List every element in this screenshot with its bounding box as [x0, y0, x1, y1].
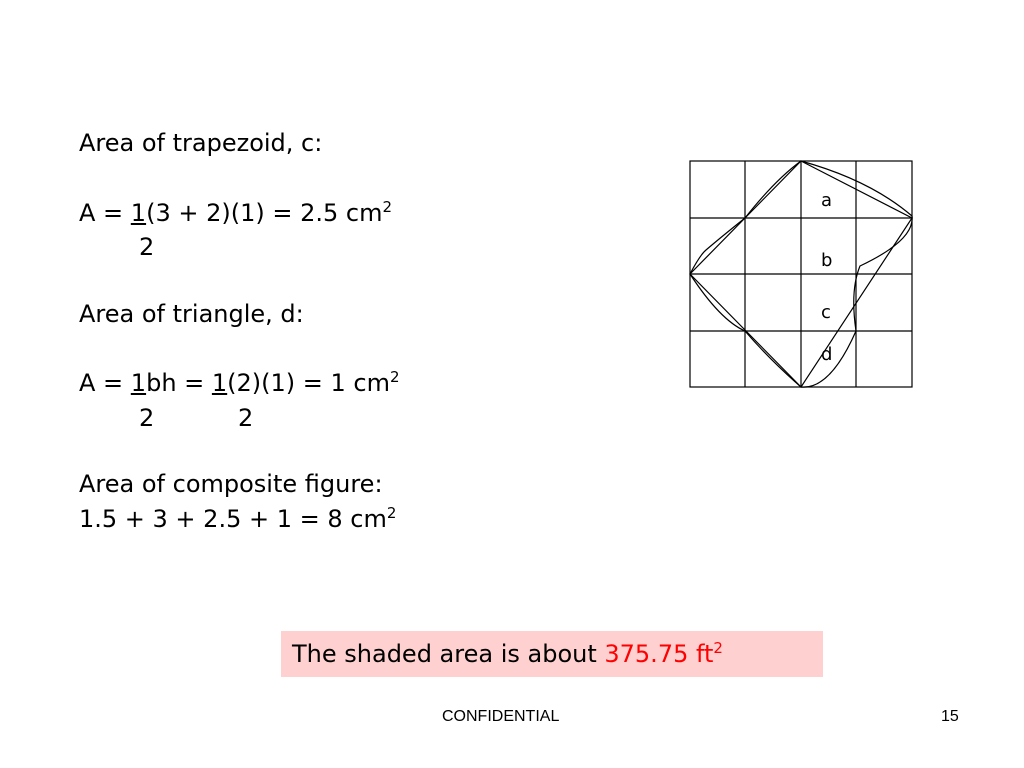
- triangle-eq-rest: (2)(1) = 1 cm: [227, 369, 391, 397]
- triangle-fraction2-denominator: 2: [238, 404, 254, 432]
- region-label-d: d: [821, 344, 833, 365]
- grid-figure: [684, 156, 920, 396]
- triangle-fraction2-numerator: 1: [211, 369, 228, 397]
- region-label-b: b: [821, 250, 833, 271]
- callout-text: The shaded area is about: [292, 640, 605, 668]
- trapezoid-equation: [79, 199, 392, 227]
- trapezoid-heading: Area of trapezoid, c:: [79, 129, 323, 157]
- grid-lines: [690, 161, 912, 387]
- shaded-area-callout: [281, 631, 823, 677]
- region-label-c: c: [821, 302, 831, 323]
- trapezoid-exponent: 2: [382, 198, 392, 216]
- triangle-heading: Area of triangle, d:: [79, 300, 304, 328]
- triangle-mid: bh =: [146, 369, 212, 397]
- triangle-equation: [79, 369, 400, 397]
- triangle-exponent: 2: [390, 368, 400, 386]
- trapezoid-eq-rest: (3 + 2)(1) = 2.5 cm: [146, 199, 383, 227]
- composite-heading: Area of composite figure:: [79, 470, 383, 498]
- triangle-fraction1-denominator: 2: [139, 404, 155, 432]
- footer-confidential: CONFIDENTIAL: [442, 708, 560, 725]
- trapezoid-fraction-numerator: 1: [130, 199, 147, 227]
- page-number: 15: [941, 708, 959, 725]
- trapezoid-fraction-denominator: 2: [139, 233, 155, 261]
- composite-sum: [79, 505, 396, 533]
- callout-value-text: 375.75 ft: [604, 640, 714, 668]
- triangle-eq-prefix: A =: [79, 369, 131, 397]
- triangle-fraction1-numerator: 1: [130, 369, 147, 397]
- composite-sum-text: 1.5 + 3 + 2.5 + 1 = 8 cm: [79, 505, 387, 533]
- region-label-a: a: [821, 190, 833, 211]
- callout-value: [604, 640, 723, 668]
- callout-exponent: 2: [713, 639, 723, 657]
- composite-exponent: 2: [386, 504, 397, 522]
- trapezoid-eq-prefix: A =: [79, 199, 131, 227]
